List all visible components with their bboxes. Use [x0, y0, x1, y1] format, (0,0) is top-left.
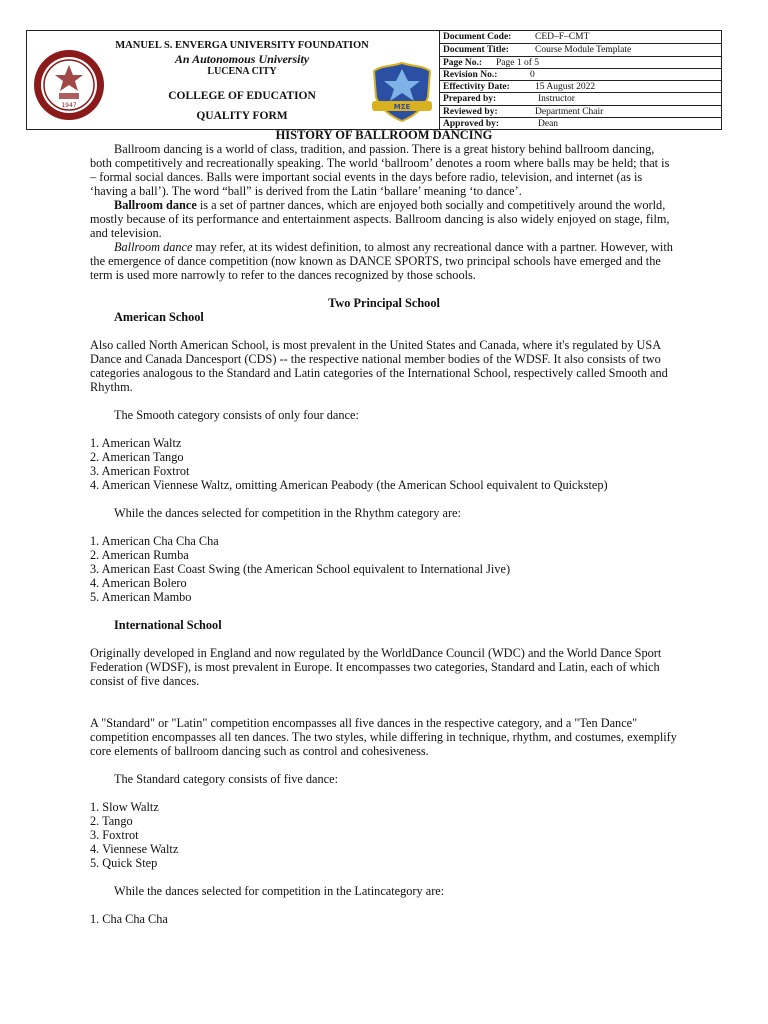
document-body — [90, 128, 678, 926]
meta-value: Course Module Template — [535, 45, 632, 56]
meta-label: Effectivity Date: — [443, 82, 510, 92]
meta-row-document-title — [440, 43, 722, 56]
latin-intro: While the dances selected for competition in the Latincategory are: — [114, 884, 445, 898]
smooth-intro: The Smooth category consists of only four dance: — [114, 408, 359, 422]
city-name: LUCENA CITY — [207, 66, 277, 77]
standard-intro: The Standard category consists of five dance: — [114, 772, 338, 786]
form-type: QUALITY FORM — [196, 110, 288, 122]
meta-row-revision — [440, 68, 722, 81]
meta-value: Page 1 of 5 — [496, 57, 540, 68]
list-item: 3. Foxtrot — [90, 828, 139, 842]
ballroom-dance-paragraph — [90, 198, 678, 240]
meta-label: Prepared by: — [443, 94, 497, 105]
meta-value: Dean — [538, 118, 559, 129]
meta-row-page-number — [440, 56, 722, 69]
intro-paragraph: Ballroom dancing is a world of class, tradition, and passion. There is a great history behind ballroom dancing, both competitively and recreationally speaking. The world ‘ballroom’ denotes a room where balls may be held; that is – formal social dances. Balls were important social events in the days before radio, television, and internet (as is ‘having a ball’). The word “ball” is derived from the Latin ‘ballare’ meaning ‘to dance’. — [90, 142, 670, 198]
list-item: 3. American Foxtrot — [90, 464, 190, 478]
list-item: 2. American Rumba — [90, 548, 189, 562]
meta-label: Document Code: — [443, 32, 512, 42]
college-shield-icon — [368, 61, 436, 123]
list-item: 2. American Tango — [90, 450, 184, 464]
meta-row-reviewed-by — [440, 105, 722, 118]
meta-row-effectivity-date — [440, 80, 722, 93]
meta-value: Instructor — [538, 94, 575, 105]
list-item: 5. American Mambo — [90, 590, 192, 604]
list-item: 1. Cha Cha Cha — [90, 912, 168, 926]
ten-dance-paragraph: A "Standard" or "Latin" competition encompasses all five dances in the respective category, and a "Ten Dance" competition encompasses all ten dances. The two styles, while differing in technique, rhythm, and costumes, exemplify core elements of ballroom dancing such as control and cohesiveness. — [90, 716, 677, 758]
meta-label: Approved by: — [443, 118, 500, 129]
document-meta-table — [439, 31, 722, 129]
meta-value: CED–F–CMT — [535, 32, 590, 42]
meta-value: 15 August 2022 — [535, 82, 596, 92]
header-institution-block — [27, 31, 438, 129]
list-item: 5. Quick Step — [90, 856, 158, 870]
seal-year: 1947 — [61, 102, 77, 109]
autonomous-tagline: An Autonomous University — [174, 52, 310, 66]
meta-value: Department Chair — [535, 106, 604, 117]
list-item: 4. American Bolero — [90, 576, 187, 590]
meta-row-prepared-by — [440, 92, 722, 105]
meta-label: Reviewed by: — [443, 106, 498, 117]
meta-label: Page No.: — [443, 57, 483, 68]
list-item: 1. American Cha Cha Cha — [90, 534, 219, 548]
section-heading-two-principal: Two Principal School — [328, 296, 440, 310]
international-school-paragraph: Originally developed in England and now regulated by the WorldDance Council (WDC) and the World Dance Sport Federation (WDSF), is most prevalent in Europe. It encompasses two categories, Standard and Latin, each of which consist of five dances. — [90, 646, 662, 688]
list-item: 2. Tango — [90, 814, 133, 828]
meta-label: Document Title: — [443, 45, 509, 56]
document-title: HISTORY OF BALLROOM DANCING — [275, 128, 493, 142]
subheading-american-school: American School — [114, 310, 204, 324]
meta-value: 0 — [530, 69, 535, 80]
list-item: 4. Viennese Waltz — [90, 842, 179, 856]
italic-term: Ballroom dance — [114, 240, 193, 254]
meta-row-document-code — [440, 31, 722, 43]
shield-text: ΜΣΕ — [393, 103, 411, 111]
rhythm-intro: While the dances selected for competition in the Rhythm category are: — [114, 506, 461, 520]
paragraph-text: may refer, at its widest definition, to almost any recreational dance with a partner. However, with the emergence of dance competition (now known as DANCE SPORTS, two principal schools have emerged and the term is used more narrowly to refer to the dances recognized by those schools. — [90, 240, 673, 282]
foundation-name: MANUEL S. ENVERGA UNIVERSITY FOUNDATION — [115, 40, 369, 51]
list-item: 4. American Viennese Waltz, omitting American Peabody (the American School equivalent to Quickstep) — [90, 478, 608, 492]
list-item: 1. American Waltz — [90, 436, 182, 450]
bold-term: Ballroom dance — [114, 198, 197, 212]
definition-paragraph — [90, 240, 678, 282]
paragraph-text: is a set of partner dances, which are enjoyed both socially and competitively around the world, mostly because of its performance and entertainment aspects. Ballroom dancing is also widely enjoyed on stage, film, and television. — [90, 198, 670, 240]
document-header — [26, 30, 722, 130]
college-name: COLLEGE OF EDUCATION — [168, 90, 316, 102]
list-item: 3. American East Coast Swing (the American School equivalent to International Jive) — [90, 562, 511, 576]
american-school-paragraph: Also called North American School, is most prevalent in the United States and Canada, where it's regulated by USA Dance and Canada Dancesport (CDS) -- the respective national member bodies of the WDSF. It also consists of two categories analogous to the Standard and Latin categories of the International School, respectively called Smooth and Rhythm. — [90, 338, 668, 394]
subheading-international-school: International School — [114, 618, 222, 632]
meta-label: Revision No.: — [443, 69, 498, 80]
list-item: 1. Slow Waltz — [90, 800, 159, 814]
